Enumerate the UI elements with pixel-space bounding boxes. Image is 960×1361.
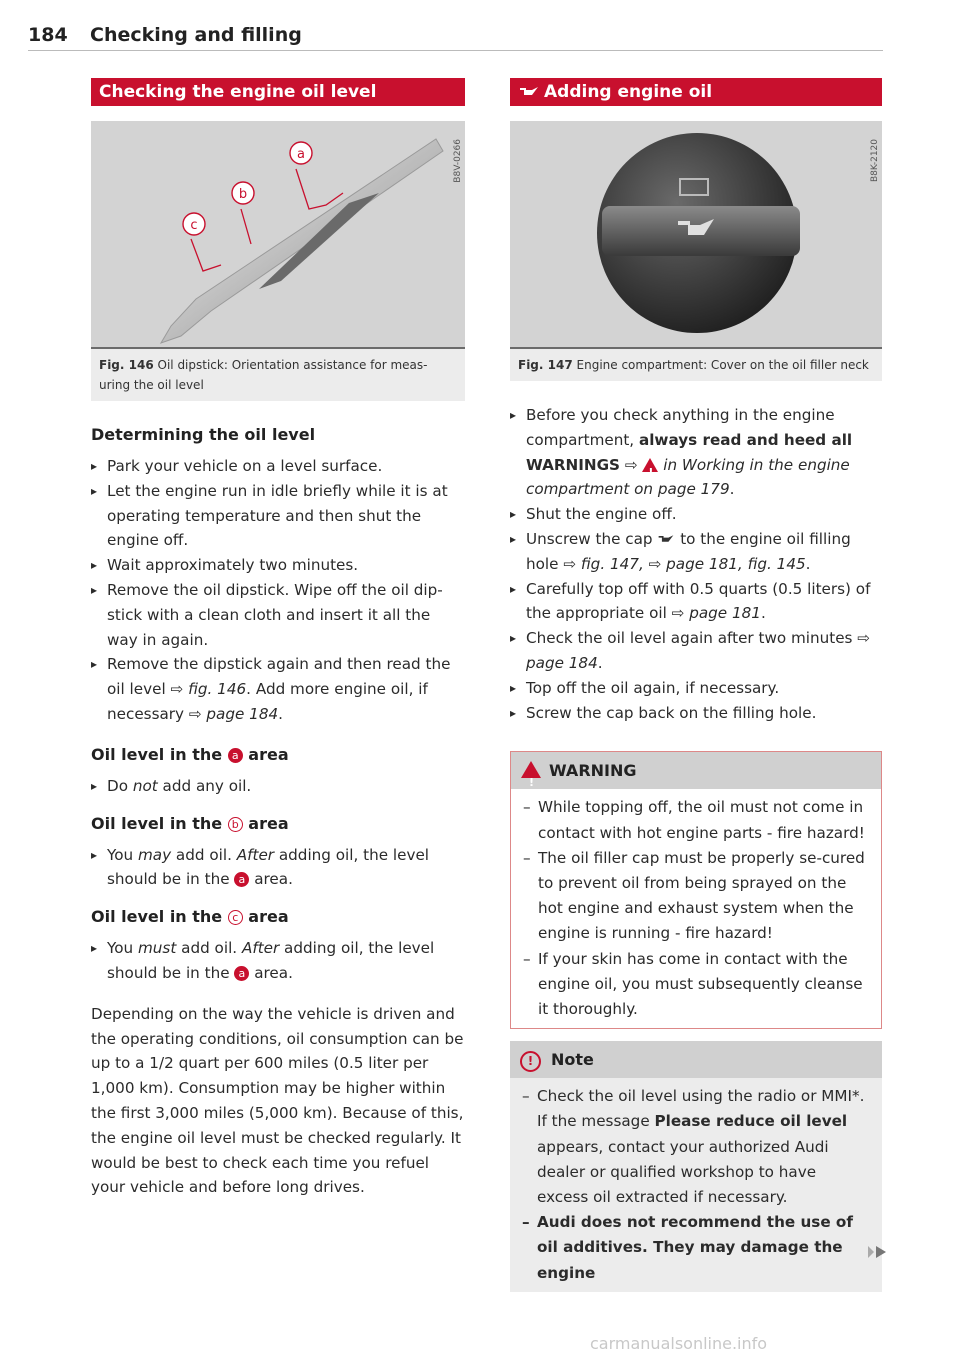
link-page-184[interactable]: ⇨ page 184 (188, 704, 279, 723)
badge-c: c (228, 910, 243, 925)
figure-147 (510, 121, 882, 381)
list-item: ▸ Screw the cap back on the filling hole. (510, 701, 882, 726)
list-item: – While topping off, the oil must not come in contact with hot engine parts - fire hazard! (523, 795, 871, 845)
warning-box (510, 751, 882, 1029)
list-item: – Audi does not recommend the use of oil additives. They may damage the engine (522, 1210, 872, 1286)
level-a-list (91, 774, 465, 799)
section-title: Checking and filling (90, 24, 302, 46)
heading-determining: Determining the oil level (91, 425, 316, 444)
continue-arrow-icon (876, 1246, 886, 1258)
dipstick-icon (91, 121, 465, 347)
heading-level-b: Oil level in the b area (91, 813, 289, 833)
right-column (510, 78, 882, 1292)
figure-code: B8V-0266 (453, 139, 463, 183)
level-b-list (91, 843, 465, 893)
link-fig-146[interactable]: ⇨ fig. 146 (170, 680, 247, 699)
list-item: ▸ Let the engine run in idle briefly while it is at operating temperature and then shut the engine off. (91, 479, 465, 553)
note-box (510, 1041, 882, 1292)
link-page-181[interactable]: ⇨ page 181 (671, 604, 761, 623)
note-list (522, 1084, 872, 1286)
warning-triangle-icon (642, 458, 658, 472)
watermark: carmanualsonline.info (590, 1334, 768, 1353)
link-fig-147[interactable]: ⇨ fig. 147, ⇨ page 181, fig. 145 (563, 554, 806, 573)
list-item: – Check the oil level using the radio or MMI*. If the message Please reduce oil level appears, contact your authorized Audi dealer or qualified workshop to have excess oil extracted if necessary. (522, 1084, 872, 1210)
info-exclamation-icon: ! (520, 1051, 541, 1072)
warning-header: !WARNING (511, 752, 881, 789)
filler-cap-illustration (510, 121, 882, 349)
left-column (91, 78, 465, 1200)
oil-can-icon (657, 533, 675, 544)
badge-b: b (228, 817, 243, 832)
badge-a: a (228, 748, 243, 763)
list-item: ▸ Shut the engine off. (510, 502, 882, 527)
dipstick-illustration (91, 121, 465, 349)
oil-can-icon (518, 85, 540, 97)
warning-triangle-icon (521, 761, 541, 778)
figure-caption: Fig. 147 Engine compartment: Cover on the oil filler neck (518, 358, 869, 372)
figure-code: B8K-2120 (870, 139, 880, 183)
list-item: ▸ Before you check anything in the engine compartment, always read and heed all WARNINGS ⇨ ! in Working in the engine compartment on page 179. (510, 403, 882, 502)
adding-oil-steps (510, 403, 882, 725)
list-item: ▸ Do not add any oil. (91, 774, 465, 799)
list-item: ▸ Remove the oil dipstick. Wipe off the oil dip-stick with a clean cloth and insert it all the way in again. (91, 578, 465, 652)
list-item: ▸ Park your vehicle on a level surface. (91, 454, 465, 479)
section-banner-oil-level: Checking the engine oil level (91, 78, 465, 106)
list-item: – If your skin has come in contact with the engine oil, you must subsequently cleanse it thoroughly. (523, 947, 871, 1023)
list-item: ▸ Top off the oil again, if necessary. (510, 676, 882, 701)
list-item: ▸ You must add oil. After adding oil, the level should be in the a area. (91, 936, 465, 986)
consumption-paragraph: Depending on the way the vehicle is driven and the operating conditions, oil consumption can be up to a 1/2 quart per 600 miles (0.5 liter per 1,000 km). Consumption may be higher within the first 3,000 miles (5,000 km). Because of this, the engine oil level must be checked regularly. It would be best to check each time you refuel your vehicle and before long drives. (91, 1004, 464, 1197)
label-a: a (297, 147, 305, 162)
list-item: – The oil filler cap must be properly se-cured to prevent oil from being sprayed on the hot engine and exhaust system when the engine is running - fire hazard! (523, 846, 871, 947)
page-header (28, 24, 883, 51)
figure-146 (91, 121, 465, 401)
link-page-184[interactable]: ⇨ page 184 (526, 629, 871, 672)
list-item: ▸ Remove the dipstick again and then read the oil level ⇨ fig. 146. Add more engine oil, if necessary ⇨ page 184. (91, 652, 465, 726)
level-c-list (91, 936, 465, 986)
warning-list (523, 795, 871, 1022)
oil-level-steps (91, 454, 465, 727)
label-c: c (190, 218, 198, 233)
section-banner-adding-oil: Adding engine oil (510, 78, 882, 106)
list-item: ▸ You may add oil. After adding oil, the level should be in the a area. (91, 843, 465, 893)
list-item: ▸ Wait approximately two minutes. (91, 553, 465, 578)
link-page-179[interactable]: in Working in the engine compartment on page 179 (526, 455, 850, 499)
heading-level-a: Oil level in the a area (91, 744, 289, 764)
list-item: ▸ Carefully top off with 0.5 quarts (0.5 liters) of the appropriate oil ⇨ page 181. (510, 577, 882, 627)
list-item: ▸ Unscrew the cap to the engine oil filling hole ⇨ fig. 147, ⇨ page 181, fig. 145. (510, 527, 882, 577)
note-header: ! Note (510, 1041, 882, 1078)
list-item: ▸ Check the oil level again after two minutes ⇨ page 184. (510, 626, 882, 676)
heading-level-c: Oil level in the c area (91, 907, 289, 927)
figure-caption: Fig. 146 Oil dipstick: Orientation assistance for meas-uring the oil level (99, 358, 428, 392)
label-b: b (238, 187, 248, 202)
page-number: 184 (28, 24, 68, 46)
